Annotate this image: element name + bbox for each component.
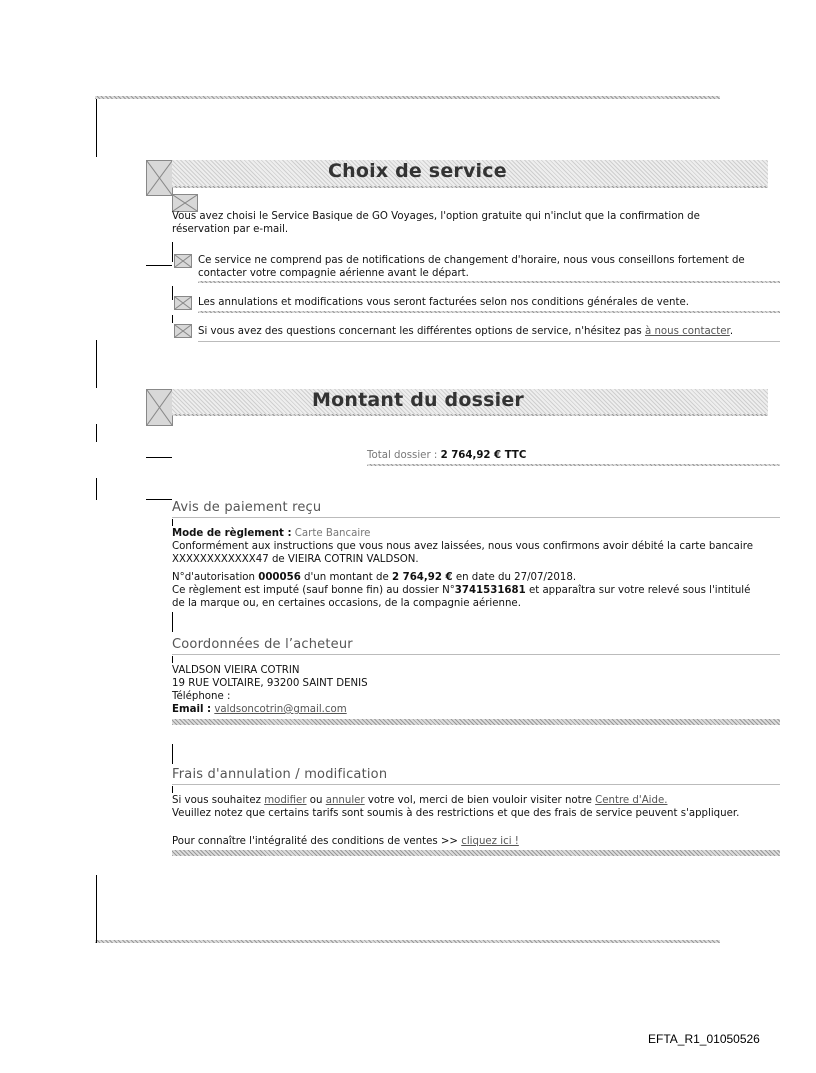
choix-intro: Vous avez choisi le Service Basique de GO Voyages, l'option gratuite qui n'inclut que la confirmation de réservation par e-mail.: [172, 211, 700, 235]
bullet-marker-line: [146, 457, 172, 458]
choix-bullet-2: Les annulations et modifications vous seront facturées selon nos conditions générales de vente.: [198, 297, 689, 308]
top-border: [95, 96, 720, 99]
sub-title-rule: [172, 654, 780, 655]
bullet-marker-line: [172, 315, 173, 323]
document-id: EFTA_R1_01050526: [648, 1032, 760, 1046]
section-header-underline: [172, 414, 768, 416]
acheteur-name: VALDSON VIEIRA COTRIN: [172, 665, 300, 676]
acheteur-phone: Téléphone :: [172, 691, 231, 702]
email-link[interactable]: valdsoncotrin@gmail.com: [214, 704, 347, 715]
frais-line1: Si vous souhaitez modifier ou annuler votre vol, merci de bien vouloir visiter notre Centre d'Aide.: [172, 795, 668, 806]
broken-image-icon: [174, 254, 192, 268]
bullet-underline: [198, 281, 780, 283]
section-title-montant: Montant du dossier: [312, 389, 524, 411]
bullet-marker-line: [146, 265, 172, 266]
section-header-underline: [172, 186, 768, 188]
annuler-link[interactable]: annuler: [325, 795, 365, 806]
acheteur-address: 19 RUE VOLTAIRE, 93200 SAINT DENIS: [172, 678, 368, 689]
paiement-imputation: Ce règlement est imputé (sauf bonne fin) au dossier N°3741531681 et apparaîtra sur votre relevé sous l'intitulé de la marque ou, en certaines occasions, de la compagnie aérienne.: [172, 585, 751, 609]
mode-reglement: Mode de règlement : Carte Bancaire: [172, 528, 371, 539]
section-divider: [172, 719, 780, 725]
broken-image-icon: [146, 160, 173, 196]
broken-image-icon: [174, 324, 192, 338]
acheteur-title: Coordonnées de l’acheteur: [172, 637, 353, 652]
frais-line2: Veuillez notez que certains tarifs sont soumis à des restrictions et que des frais de service peuvent s'appliquer.: [172, 808, 740, 819]
frais-title: Frais d'annulation / modification: [172, 767, 388, 782]
sub-title-rule: [172, 784, 780, 785]
total-dossier: Total dossier : 2 764,92 € TTC: [367, 450, 527, 461]
bullet-underline: [198, 341, 780, 342]
paiement-line1: Conformément aux instructions que vous nous avez laissées, nous vous confirmons avoir débité la carte bancaire XXXXXXXXXXXX47 de VIEIRA COTRIN VALDSON.: [172, 541, 753, 565]
contact-link[interactable]: à nous contacter: [644, 326, 730, 337]
bullet-marker-line: [172, 744, 173, 764]
bullet-underline: [198, 311, 780, 313]
left-margin-line: [96, 340, 97, 388]
bullet-marker-line: [172, 242, 173, 262]
section-divider: [172, 850, 780, 856]
bullet-marker-line: [172, 786, 173, 793]
broken-image-icon: [146, 389, 173, 426]
choix-bullet-3: Si vous avez des questions concernant les différentes options de service, n'hésitez pas à nous contacter.: [198, 326, 734, 337]
broken-image-icon: [172, 194, 198, 212]
bullet-marker-line: [172, 519, 173, 526]
bullet-marker-line: [172, 656, 173, 663]
bullet-marker-line: [146, 499, 172, 500]
bullet-marker-line: [172, 286, 173, 300]
total-underline: [367, 464, 780, 466]
total-value: 2 764,92 € TTC: [440, 450, 527, 461]
bottom-border: [95, 940, 720, 943]
paiement-title: Avis de paiement reçu: [172, 500, 322, 515]
paiement-authorisation: N°d'autorisation 000056 d'un montant de 2 764,92 € en date du 27/07/2018.: [172, 572, 577, 583]
choix-bullet-1: Ce service ne comprend pas de notifications de changement d'horaire, nous vous conseillons fortement de contacter votre compagnie aérienne avant le départ.: [198, 255, 745, 279]
section-title-choix: Choix de service: [328, 160, 507, 182]
left-margin-line: [96, 99, 97, 157]
centre-aide-link[interactable]: Centre d'Aide.: [595, 795, 668, 806]
sub-title-rule: [172, 517, 780, 518]
left-margin-line: [96, 478, 97, 500]
frais-line3: Pour connaître l'intégralité des conditions de ventes >> cliquez ici !: [172, 836, 519, 847]
modifier-link[interactable]: modifier: [264, 795, 307, 806]
broken-image-icon: [174, 296, 192, 310]
left-margin-line: [96, 424, 97, 442]
bullet-marker-line: [172, 612, 173, 632]
left-margin-line: [96, 875, 97, 943]
conditions-link[interactable]: cliquez ici !: [461, 836, 519, 847]
acheteur-email: Email : valdsoncotrin@gmail.com: [172, 704, 347, 715]
